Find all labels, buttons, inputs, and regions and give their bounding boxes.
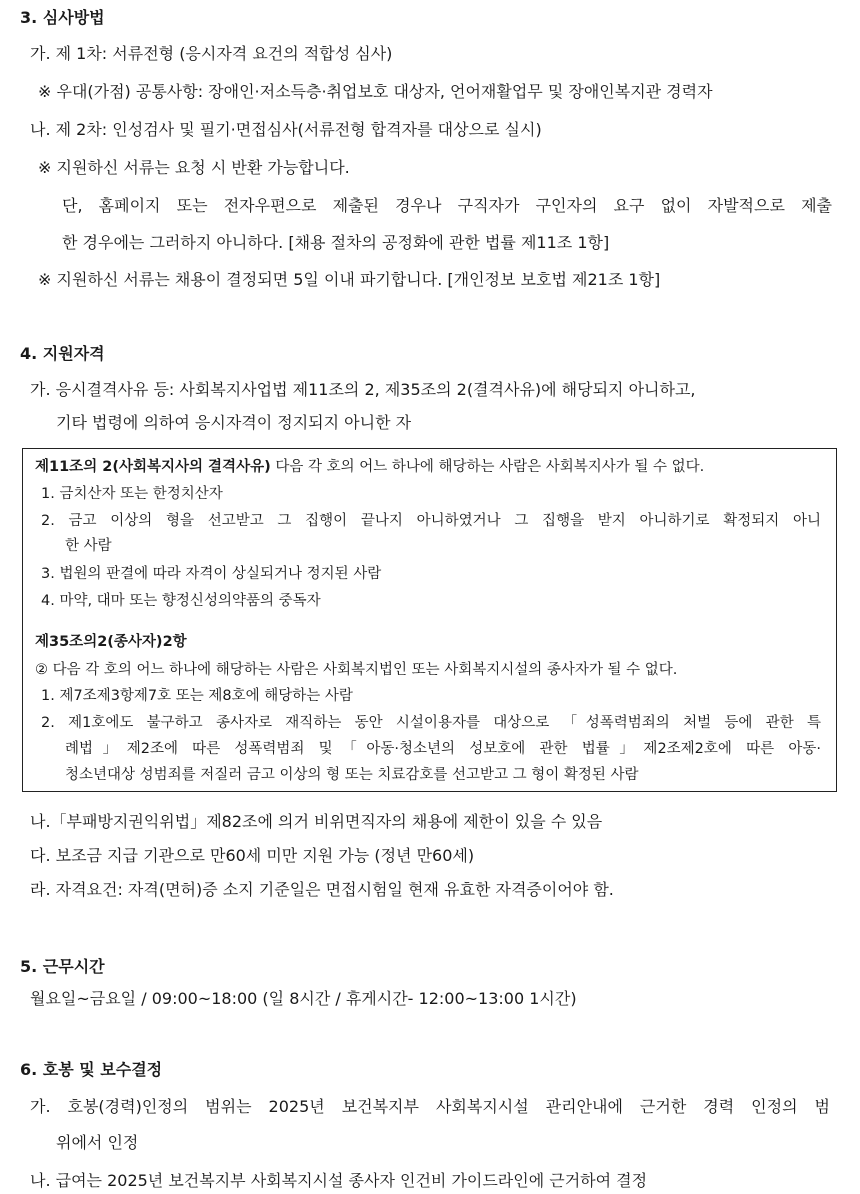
s4-item-ra: 라. 자격요건: 자격(면허)증 소지 기준일은 면접시험일 현재 유효한 자격증이어야 함.	[30, 880, 614, 899]
disqualification-box	[22, 448, 837, 792]
article-35-item-2-line1: 2. 제1호에도 불구하고 종사자로 재직하는 동안 시설이용자를 대상으로 「성폭력범죄의 처벌 등에 관한 특	[41, 715, 821, 731]
s5-work-hours: 월요일~금요일 / 09:00~18:00 (일 8시간 / 휴게시간- 12:00~13:00 1시간)	[30, 989, 577, 1008]
s4-item-ga-line2: 기타 법령에 의하여 응시자격이 정지되지 아니한 자	[56, 413, 412, 432]
s4-item-da: 다. 보조금 지급 기관으로 만60세 미만 지원 가능 (정년 만60세)	[30, 846, 475, 865]
section-6-title: 6. 호봉 및 보수결정	[20, 1060, 163, 1079]
s6-item-ga-line1: 가. 호봉(경력)인정의 범위는 2025년 보건복지부 사회복지시설 관리안내에 근거한 경력 인정의 범	[30, 1097, 830, 1116]
article-11-heading	[35, 458, 704, 476]
article-11-item-2-line1: 2. 금고 이상의 형을 선고받고 그 집행이 끝나지 아니하였거나 그 집행을 받지 아니하기로 확정되지 아니	[41, 513, 821, 529]
article-35-item-2-line2: 례법」제2조에 따른 성폭력범죄 및「아동·청소년의 성보호에 관한 법률」제2조제2호에 따른 아동·	[65, 741, 821, 757]
section-5-title: 5. 근무시간	[20, 957, 105, 976]
article-35-title: 제35조의2(종사자)2항	[35, 634, 187, 650]
article-11-item-4: 4. 마약, 대마 또는 향정신성의약품의 중독자	[41, 593, 321, 609]
article-11-item-1: 1. 금치산자 또는 한정치산자	[41, 486, 223, 502]
s6-item-na: 나. 급여는 2025년 보건복지부 사회복지시설 종사자 인건비 가이드라인에 근거하여 결정	[30, 1171, 648, 1190]
s3-note-preference: ※ 우대(가점) 공통사항: 장애인·저소득층·취업보호 대상자, 언어재활업무 및 장애인복지관 경력자	[38, 82, 713, 101]
article-11-lead: 다음 각 호의 어느 하나에 해당하는 사람은 사회복지사가 될 수 없다.	[270, 459, 705, 475]
article-11-title: 제11조의 2(사회복지사의 결격사유)	[35, 459, 271, 475]
section-4-title: 4. 지원자격	[20, 344, 105, 363]
article-11-item-2-line2: 한 사람	[65, 538, 112, 554]
s3-note-return-line2: 한 경우에는 그러하지 아니하다. [채용 절차의 공정화에 관한 법률 제11조 1항]	[62, 233, 610, 252]
section-3-title: 3. 심사방법	[20, 8, 105, 27]
s4-item-ga-line1: 가. 응시결격사유 등: 사회복지사업법 제11조의 2, 제35조의 2(결격사유)에 해당되지 아니하고,	[30, 380, 696, 399]
s3-note-return-line1: 단, 홈페이지 또는 전자우편으로 제출된 경우나 구직자가 구인자의 요구 없이 자발적으로 제출	[62, 196, 832, 215]
s3-item-na: 나. 제 2차: 인성검사 및 필기·면접심사(서류전형 합격자를 대상으로 실시)	[30, 120, 542, 139]
s3-item-ga: 가. 제 1차: 서류전형 (응시자격 요건의 적합성 심사)	[30, 44, 393, 63]
article-35-item-1: 1. 제7조제3항제7호 또는 제8호에 해당하는 사람	[41, 688, 353, 704]
article-35-item-2-line3: 청소년대상 성범죄를 저질러 금고 이상의 형 또는 치료감호를 선고받고 그 형이 확정된 사람	[65, 767, 639, 783]
s3-note-destroy: ※ 지원하신 서류는 채용이 결정되면 5일 이내 파기합니다. [개인정보 보호법 제21조 1항]	[38, 270, 661, 289]
s3-note-return: ※ 지원하신 서류는 요청 시 반환 가능합니다.	[38, 158, 350, 177]
article-11-item-3: 3. 법원의 판결에 따라 자격이 상실되거나 정지된 사람	[41, 566, 382, 582]
article-35-lead: ② 다음 각 호의 어느 하나에 해당하는 사람은 사회복지법인 또는 사회복지시설의 종사자가 될 수 없다.	[35, 662, 678, 678]
s4-item-na: 나.「부패방지권익위법」제82조에 의거 비위면직자의 채용에 제한이 있을 수 있음	[30, 812, 603, 831]
s6-item-ga-line2: 위에서 인정	[56, 1133, 139, 1152]
